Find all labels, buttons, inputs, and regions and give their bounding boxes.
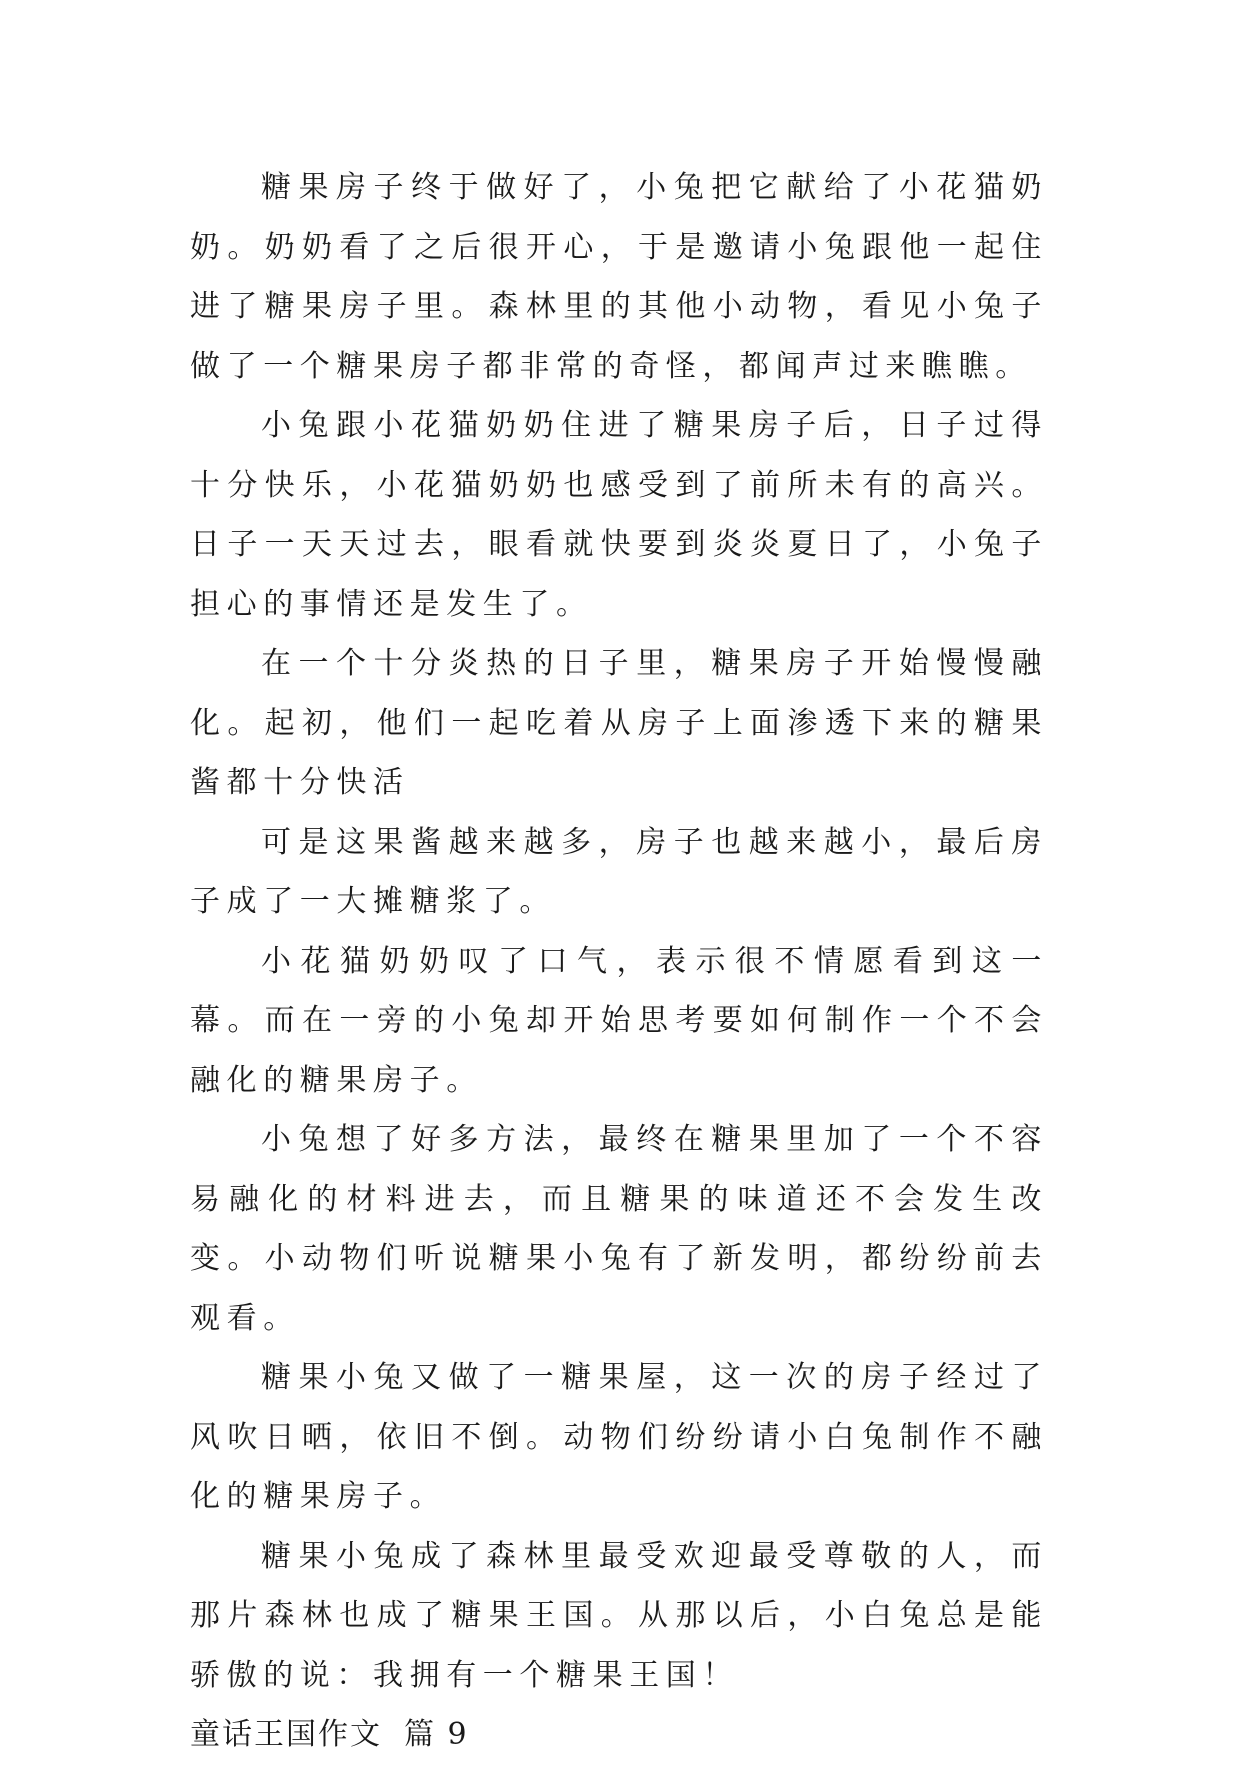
section-heading-number: 篇 9 xyxy=(404,1717,469,1752)
paragraph-4: 可是这果酱越来越多，房子也越来越小，最后房子成了一大摊糖浆了。 xyxy=(190,824,1048,919)
paragraph-5: 小花猫奶奶叹了口气，表示很不情愿看到这一幕。而在一旁的小兔却开始思考要如何制作一个不会融化的糖果房子。 xyxy=(190,943,1048,1098)
paragraph-6: 小兔想了好多方法，最终在糖果里加了一个不容易融化的材料进去，而且糖果的味道还不会发生改变。小动物们听说糖果小兔有了新发明，都纷纷前去观看。 xyxy=(190,1122,1048,1336)
section-heading xyxy=(190,1705,1048,1765)
paragraph-7: 糖果小兔又做了一糖果屋，这一次的房子经过了风吹日晒，依旧不倒。动物们纷纷请小白兔制作不融化的糖果房子。 xyxy=(190,1360,1048,1514)
paragraph-2: 小兔跟小花猫奶奶住进了糖果房子后，日子过得十分快乐，小花猫奶奶也感受到了前所未有的高兴。日子一天天过去，眼看就快要到炎炎夏日了，小兔子担心的事情还是发生了。 xyxy=(190,408,1048,622)
paragraph-3: 在一个十分炎热的日子里，糖果房子开始慢慢融化。起初，他们一起吃着从房子上面渗透下来的糖果酱都十分快活 xyxy=(190,646,1048,800)
section-heading-title: 童话王国作文 xyxy=(190,1717,382,1752)
paragraph-8: 糖果小兔成了森林里最受欢迎最受尊敬的人，而那片森林也成了糖果王国。从那以后，小白兔总是能骄傲的说：我拥有一个糖果王国！ xyxy=(190,1538,1048,1693)
paragraph-1: 糖果房子终于做好了，小兔把它献给了小花猫奶奶。奶奶看了之后很开心，于是邀请小兔跟他一起住进了糖果房子里。森林里的其他小动物，看见小兔子做了一个糖果房子都非常的奇怪，都闻声过来瞧瞧。 xyxy=(190,170,1048,384)
document-body xyxy=(190,158,1048,1765)
